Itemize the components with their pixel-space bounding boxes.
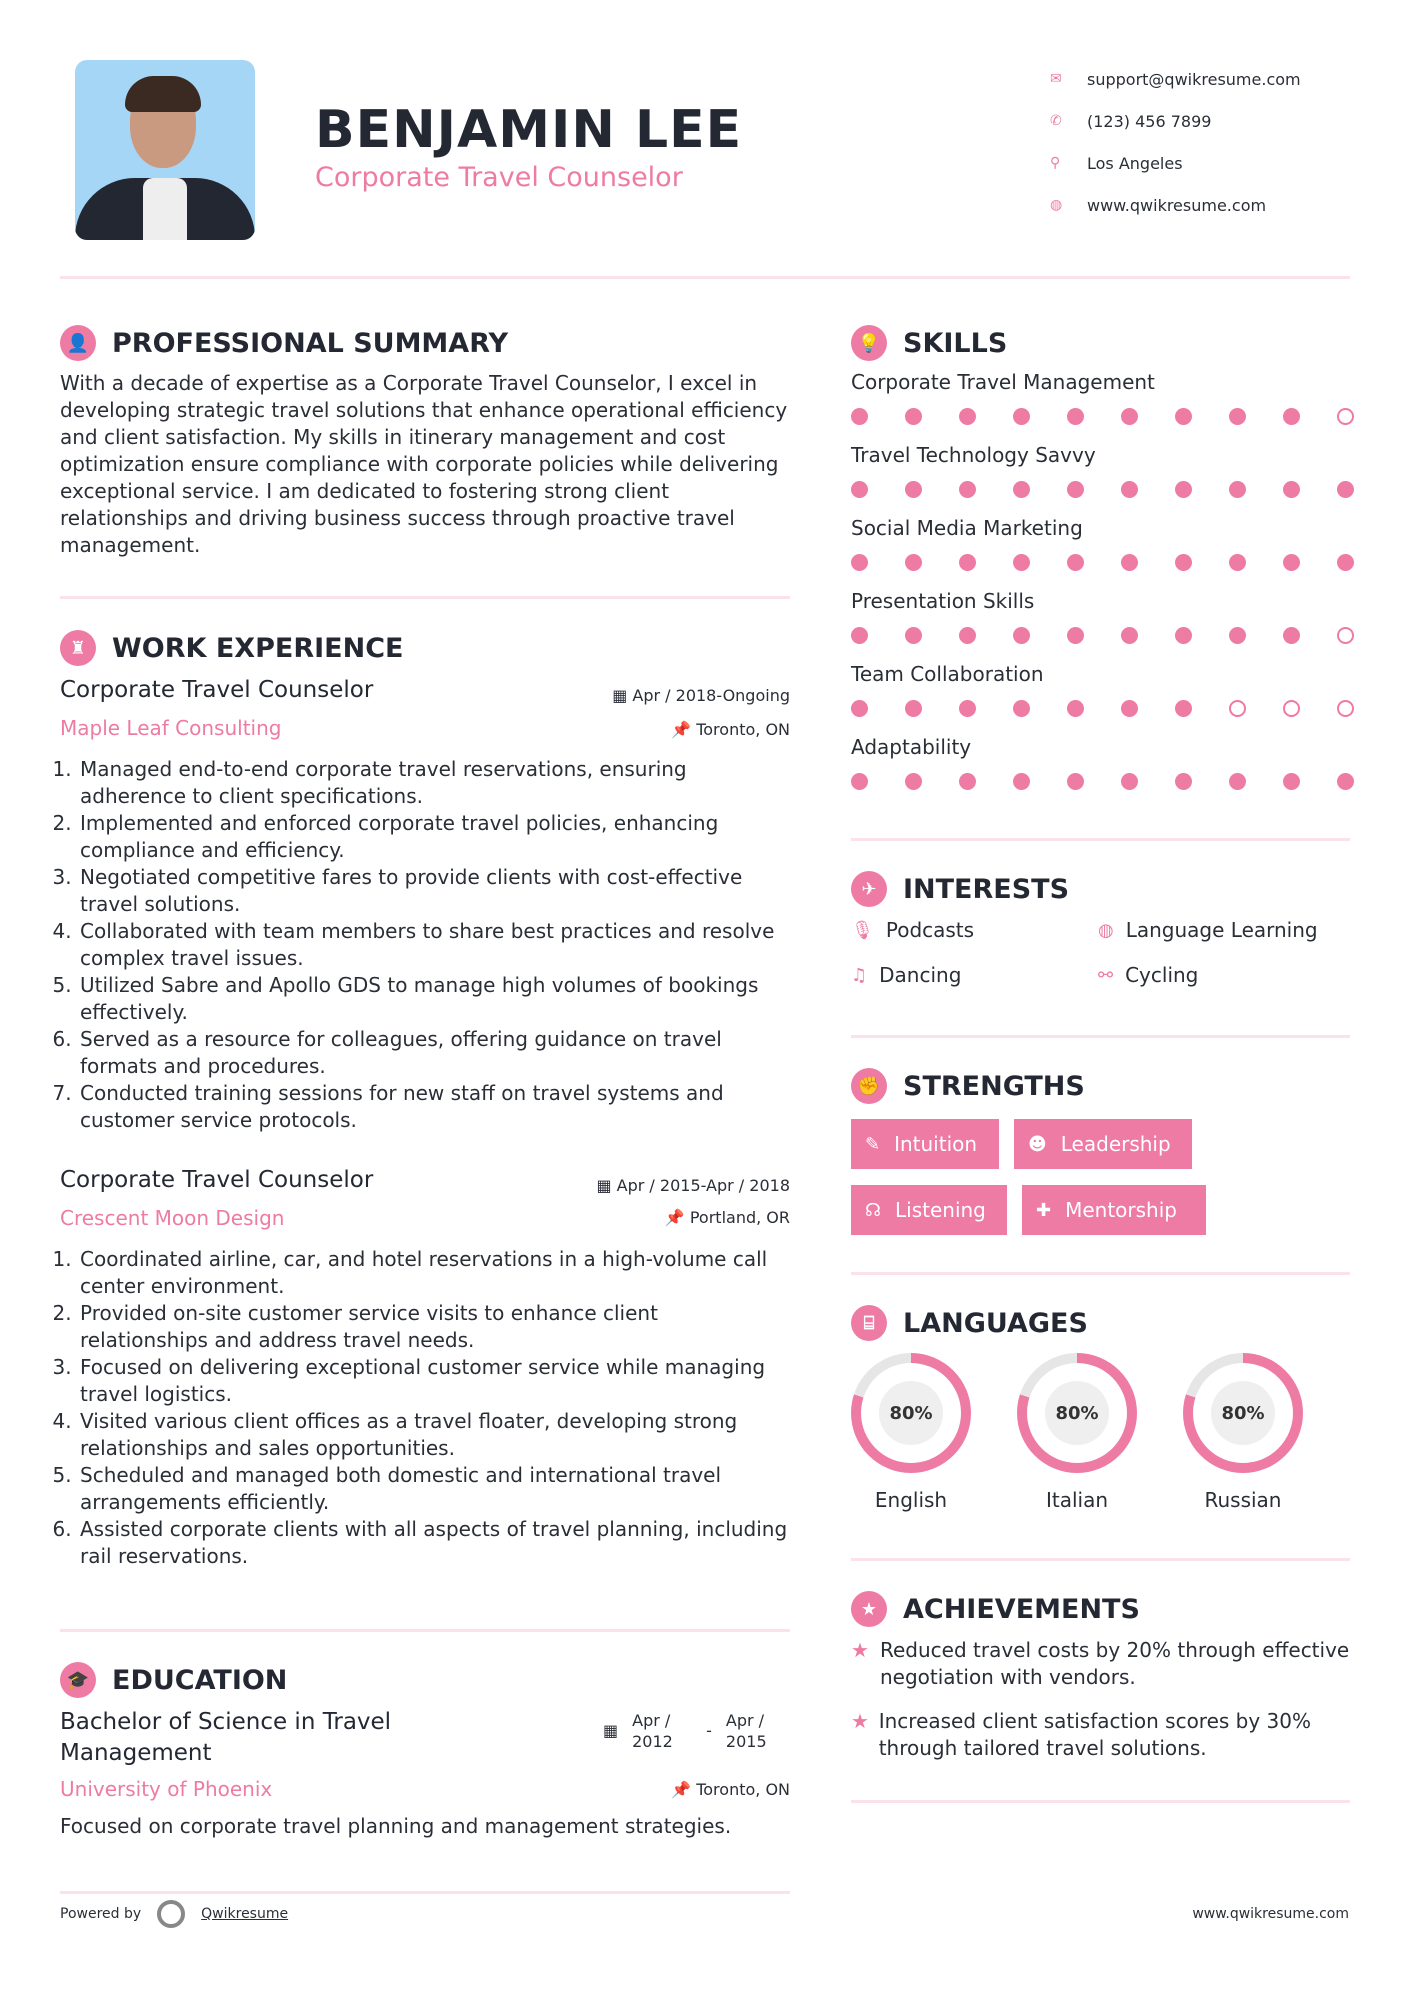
summary-heading-text: PROFESSIONAL SUMMARY bbox=[112, 327, 509, 359]
envelope-icon: ✉ bbox=[1050, 71, 1062, 87]
resume-header bbox=[0, 0, 1407, 280]
achievement-item: ★ Reduced travel costs by 20% through effective negotiation with vendors. bbox=[851, 1638, 1350, 1689]
interests-heading bbox=[851, 871, 1069, 907]
job-2-dates: ▦ Apr / 2015-Apr / 2018 bbox=[596, 1176, 790, 1195]
qwikresume-logo-icon bbox=[157, 1900, 185, 1928]
job-2-company: Crescent Moon Design bbox=[60, 1206, 285, 1230]
list-item: 4. Collaborated with team members to share best practices and resolve complex travel issues. bbox=[78, 918, 778, 972]
list-item: 5. Utilized Sabre and Apollo GDS to manage high volumes of bookings effectively. bbox=[78, 972, 778, 1026]
filled-dot-icon bbox=[1175, 554, 1192, 571]
user-plus-icon: ✚ bbox=[1036, 1199, 1052, 1221]
education-location: 📌 Toronto, ON bbox=[671, 1780, 790, 1799]
filled-dot-icon bbox=[1067, 700, 1084, 717]
filled-dot-icon bbox=[851, 700, 868, 717]
skill-name: Team Collaboration bbox=[851, 662, 1044, 686]
fist-icon: ✊ bbox=[851, 1068, 887, 1104]
photo-shirt bbox=[143, 178, 187, 240]
skills-divider bbox=[851, 838, 1350, 841]
filled-dot-icon bbox=[959, 773, 976, 790]
magic-wand-icon: ✎ bbox=[865, 1133, 881, 1155]
filled-dot-icon bbox=[1013, 627, 1030, 644]
bicycle-icon: ⚯ bbox=[1098, 964, 1114, 986]
filled-dot-icon bbox=[851, 773, 868, 790]
language-name: English bbox=[874, 1488, 948, 1512]
strengths-heading-text: STRENGTHS bbox=[903, 1070, 1085, 1102]
skill-rating bbox=[851, 408, 1354, 425]
footer-powered-by bbox=[60, 1900, 288, 1928]
empty-dot-icon bbox=[1229, 700, 1246, 717]
interest-cycling: ⚯ Cycling bbox=[1098, 963, 1199, 987]
filled-dot-icon bbox=[905, 481, 922, 498]
summary-heading bbox=[60, 325, 508, 361]
filled-dot-icon bbox=[1229, 408, 1246, 425]
music-note-icon: ♫ bbox=[851, 964, 868, 986]
interests-heading-text: INTERESTS bbox=[903, 873, 1070, 905]
filled-dot-icon bbox=[851, 481, 868, 498]
language-name: Italian bbox=[1045, 1488, 1109, 1512]
filled-dot-icon bbox=[1175, 700, 1192, 717]
school-name: University of Phoenix bbox=[60, 1777, 273, 1801]
lightbulb-icon: 💡 bbox=[851, 325, 887, 361]
filled-dot-icon bbox=[1175, 773, 1192, 790]
interests-divider bbox=[851, 1035, 1350, 1038]
filled-dot-icon bbox=[1013, 554, 1030, 571]
skill-rating bbox=[851, 773, 1354, 790]
filled-dot-icon bbox=[1229, 773, 1246, 790]
filled-dot-icon bbox=[1229, 554, 1246, 571]
contact-location-text: Los Angeles bbox=[1087, 153, 1183, 173]
skills-heading-text: SKILLS bbox=[903, 327, 1008, 359]
calendar-icon: ▦ bbox=[603, 1721, 619, 1740]
job-2-location: 📌 Portland, OR bbox=[664, 1208, 790, 1227]
candidate-name: BENJAMIN LEE bbox=[315, 100, 743, 160]
language-name: Russian bbox=[1204, 1488, 1282, 1512]
education-heading-text: EDUCATION bbox=[112, 1664, 288, 1696]
list-item: 1. Managed end-to-end corporate travel reservations, ensuring adherence to client specifications. bbox=[78, 756, 778, 810]
achievements-heading bbox=[851, 1591, 1140, 1627]
photo-hair bbox=[125, 76, 201, 112]
contact-location bbox=[1050, 142, 1301, 184]
filled-dot-icon bbox=[959, 481, 976, 498]
list-item: 2. Provided on-site customer service visits to enhance client relationships and address travel needs. bbox=[78, 1300, 788, 1354]
strengths-heading bbox=[851, 1068, 1085, 1104]
filled-dot-icon bbox=[1283, 773, 1300, 790]
education-heading bbox=[60, 1662, 287, 1698]
filled-dot-icon bbox=[1175, 481, 1192, 498]
headphones-icon: ☊ bbox=[865, 1199, 881, 1221]
skill-rating bbox=[851, 554, 1354, 571]
filled-dot-icon bbox=[1283, 408, 1300, 425]
shooting-star-icon: ★ bbox=[851, 1638, 869, 1662]
star-icon: ★ bbox=[851, 1591, 887, 1627]
filled-dot-icon bbox=[1121, 408, 1138, 425]
list-item: 7. Conducted training sessions for new staff on travel systems and customer service protocols. bbox=[78, 1080, 778, 1134]
filled-dot-icon bbox=[851, 408, 868, 425]
empty-dot-icon bbox=[1283, 700, 1300, 717]
contact-website-text: www.qwikresume.com bbox=[1087, 195, 1267, 215]
translate-icon: ⌸ bbox=[851, 1305, 887, 1341]
filled-dot-icon bbox=[905, 408, 922, 425]
strength-intuition: ✎ Intuition bbox=[851, 1119, 999, 1169]
filled-dot-icon bbox=[1337, 554, 1354, 571]
filled-dot-icon bbox=[1013, 700, 1030, 717]
achievement-item: ★ Increased client satisfaction scores by 30% through tailored travel solutions. bbox=[851, 1709, 1312, 1760]
footer-website-link[interactable]: www.qwikresume.com bbox=[1192, 1906, 1349, 1922]
date-separator: - bbox=[706, 1721, 712, 1740]
achievements-heading-text: ACHIEVEMENTS bbox=[903, 1593, 1140, 1625]
qwikresume-link[interactable]: Qwikresume bbox=[201, 1906, 289, 1922]
education-start: Apr / 2012 bbox=[632, 1711, 673, 1751]
list-item: 1. Coordinated airline, car, and hotel reservations in a high-volume call center environment. bbox=[78, 1246, 788, 1300]
filled-dot-icon bbox=[1067, 408, 1084, 425]
achievements-divider bbox=[851, 1800, 1350, 1803]
skills-heading bbox=[851, 325, 1007, 361]
filled-dot-icon bbox=[959, 408, 976, 425]
users-icon: ☻ bbox=[1028, 1133, 1047, 1155]
skill-name: Social Media Marketing bbox=[851, 516, 1083, 540]
skill-name: Adaptability bbox=[851, 735, 972, 759]
contact-email-text: support@qwikresume.com bbox=[1087, 69, 1301, 89]
filled-dot-icon bbox=[1175, 627, 1192, 644]
calendar-icon: ▦ bbox=[612, 686, 633, 705]
filled-dot-icon bbox=[1121, 481, 1138, 498]
header-divider bbox=[60, 276, 1350, 279]
education-divider bbox=[60, 1891, 790, 1894]
filled-dot-icon bbox=[851, 627, 868, 644]
pushpin-icon: 📌 bbox=[671, 1780, 697, 1799]
filled-dot-icon bbox=[959, 627, 976, 644]
skill-name: Corporate Travel Management bbox=[851, 370, 1155, 394]
language-percent: 80% bbox=[1211, 1381, 1275, 1445]
education-description: Focused on corporate travel planning and management strategies. bbox=[60, 1814, 732, 1838]
language-progress-ring bbox=[851, 1353, 971, 1473]
contact-website[interactable] bbox=[1050, 184, 1301, 226]
globe-icon: ◍ bbox=[1098, 919, 1114, 941]
filled-dot-icon bbox=[1121, 700, 1138, 717]
user-icon: 👤 bbox=[60, 325, 96, 361]
filled-dot-icon bbox=[1067, 554, 1084, 571]
list-item: 6. Served as a resource for colleagues, offering guidance on travel formats and procedures. bbox=[78, 1026, 778, 1080]
job-1-title: Corporate Travel Counselor bbox=[60, 677, 374, 703]
education-end: Apr / 2015 bbox=[725, 1711, 767, 1751]
powered-by-label: Powered by bbox=[60, 1906, 142, 1922]
skill-rating bbox=[851, 627, 1354, 644]
list-item: 3. Focused on delivering exceptional customer service while managing travel logistics. bbox=[78, 1354, 788, 1408]
filled-dot-icon bbox=[1175, 408, 1192, 425]
filled-dot-icon bbox=[1229, 627, 1246, 644]
skill-name: Travel Technology Savvy bbox=[851, 443, 1096, 467]
filled-dot-icon bbox=[1283, 627, 1300, 644]
filled-dot-icon bbox=[1013, 773, 1030, 790]
skill-rating bbox=[851, 481, 1354, 498]
language-progress-ring bbox=[1183, 1353, 1303, 1473]
job-1-company: Maple Leaf Consulting bbox=[60, 716, 282, 740]
language-progress-ring bbox=[1017, 1353, 1137, 1473]
phone-icon: ✆ bbox=[1050, 113, 1062, 129]
candidate-title: Corporate Travel Counselor bbox=[315, 162, 683, 193]
contact-phone-text: (123) 456 7899 bbox=[1087, 111, 1212, 131]
contact-email[interactable] bbox=[1050, 58, 1301, 100]
experience-heading-text: WORK EXPERIENCE bbox=[112, 632, 404, 664]
language-percent: 80% bbox=[1045, 1381, 1109, 1445]
degree-title: Bachelor of Science in Travel Management bbox=[60, 1709, 392, 1766]
filled-dot-icon bbox=[1337, 773, 1354, 790]
pushpin-icon: 📌 bbox=[671, 720, 697, 739]
experience-heading bbox=[60, 630, 403, 666]
filled-dot-icon bbox=[1121, 627, 1138, 644]
filled-dot-icon bbox=[905, 554, 922, 571]
language-percent: 80% bbox=[879, 1381, 943, 1445]
filled-dot-icon bbox=[1067, 627, 1084, 644]
strength-mentorship: ✚ Mentorship bbox=[1022, 1185, 1206, 1235]
experience-divider bbox=[60, 1629, 790, 1632]
filled-dot-icon bbox=[851, 554, 868, 571]
profile-photo bbox=[75, 60, 255, 240]
strength-leadership: ☻ Leadership bbox=[1014, 1119, 1192, 1169]
job-1-bullets bbox=[58, 756, 778, 1134]
calendar-icon: ▦ bbox=[596, 1176, 617, 1195]
list-item: 3. Negotiated competitive fares to provide clients with cost-effective travel solutions. bbox=[78, 864, 778, 918]
filled-dot-icon bbox=[1121, 773, 1138, 790]
filled-dot-icon bbox=[1013, 481, 1030, 498]
languages-heading-text: LANGUAGES bbox=[903, 1307, 1088, 1339]
filled-dot-icon bbox=[959, 554, 976, 571]
job-2-title: Corporate Travel Counselor bbox=[60, 1167, 374, 1193]
job-2-bullets bbox=[58, 1246, 788, 1570]
microphone-icon: 🎙 bbox=[851, 919, 874, 941]
empty-dot-icon bbox=[1337, 627, 1354, 644]
interest-language-learning: ◍ Language Learning bbox=[1098, 918, 1318, 942]
office-chair-icon: ♜ bbox=[60, 630, 96, 666]
languages-heading bbox=[851, 1305, 1088, 1341]
strength-listening: ☊ Listening bbox=[851, 1185, 1007, 1235]
list-item: 6. Assisted corporate clients with all aspects of travel planning, including rail reservations. bbox=[78, 1516, 788, 1570]
filled-dot-icon bbox=[1229, 481, 1246, 498]
filled-dot-icon bbox=[1013, 408, 1030, 425]
empty-dot-icon bbox=[1337, 408, 1354, 425]
skill-name: Presentation Skills bbox=[851, 589, 1035, 613]
contact-phone[interactable] bbox=[1050, 100, 1301, 142]
filled-dot-icon bbox=[1283, 554, 1300, 571]
filled-dot-icon bbox=[959, 700, 976, 717]
filled-dot-icon bbox=[1283, 481, 1300, 498]
summary-divider bbox=[60, 596, 790, 599]
interest-podcasts: 🎙 Podcasts bbox=[851, 918, 975, 942]
shooting-star-icon: ★ bbox=[851, 1709, 869, 1733]
location-pin-icon: ⚲ bbox=[1050, 155, 1061, 171]
pushpin-icon: 📌 bbox=[664, 1208, 690, 1227]
list-item: 4. Visited various client offices as a travel floater, developing strong relationships and sales opportunities. bbox=[78, 1408, 788, 1462]
contact-list bbox=[1050, 58, 1301, 226]
education-dates bbox=[603, 1710, 776, 1752]
filled-dot-icon bbox=[905, 627, 922, 644]
list-item: 2. Implemented and enforced corporate travel policies, enhancing compliance and efficiency. bbox=[78, 810, 778, 864]
job-1-dates: ▦ Apr / 2018-Ongoing bbox=[612, 686, 790, 705]
filled-dot-icon bbox=[1121, 554, 1138, 571]
list-item: 5. Scheduled and managed both domestic and international travel arrangements efficiently. bbox=[78, 1462, 788, 1516]
strengths-divider bbox=[851, 1272, 1350, 1275]
paper-plane-icon: ✈ bbox=[851, 871, 887, 907]
summary-text: With a decade of expertise as a Corporate Travel Counselor, I excel in developing strategic travel solutions that enhance operational efficiency and client satisfaction. My skills in itinerary management and cost optimization ensure compliance with corporate policies while delivering exceptional service. I am dedicated to fostering strong client relationships and driving business success through proactive travel management. bbox=[60, 371, 788, 557]
graduate-icon: 🎓 bbox=[60, 1662, 96, 1698]
filled-dot-icon bbox=[1067, 481, 1084, 498]
skill-rating bbox=[851, 700, 1354, 717]
languages-divider bbox=[851, 1558, 1350, 1561]
filled-dot-icon bbox=[1067, 773, 1084, 790]
filled-dot-icon bbox=[905, 773, 922, 790]
empty-dot-icon bbox=[1337, 700, 1354, 717]
interest-dancing: ♫ Dancing bbox=[851, 963, 962, 987]
job-1-location: 📌 Toronto, ON bbox=[671, 720, 790, 739]
globe-icon: ◍ bbox=[1050, 197, 1063, 213]
filled-dot-icon bbox=[1337, 481, 1354, 498]
filled-dot-icon bbox=[905, 700, 922, 717]
